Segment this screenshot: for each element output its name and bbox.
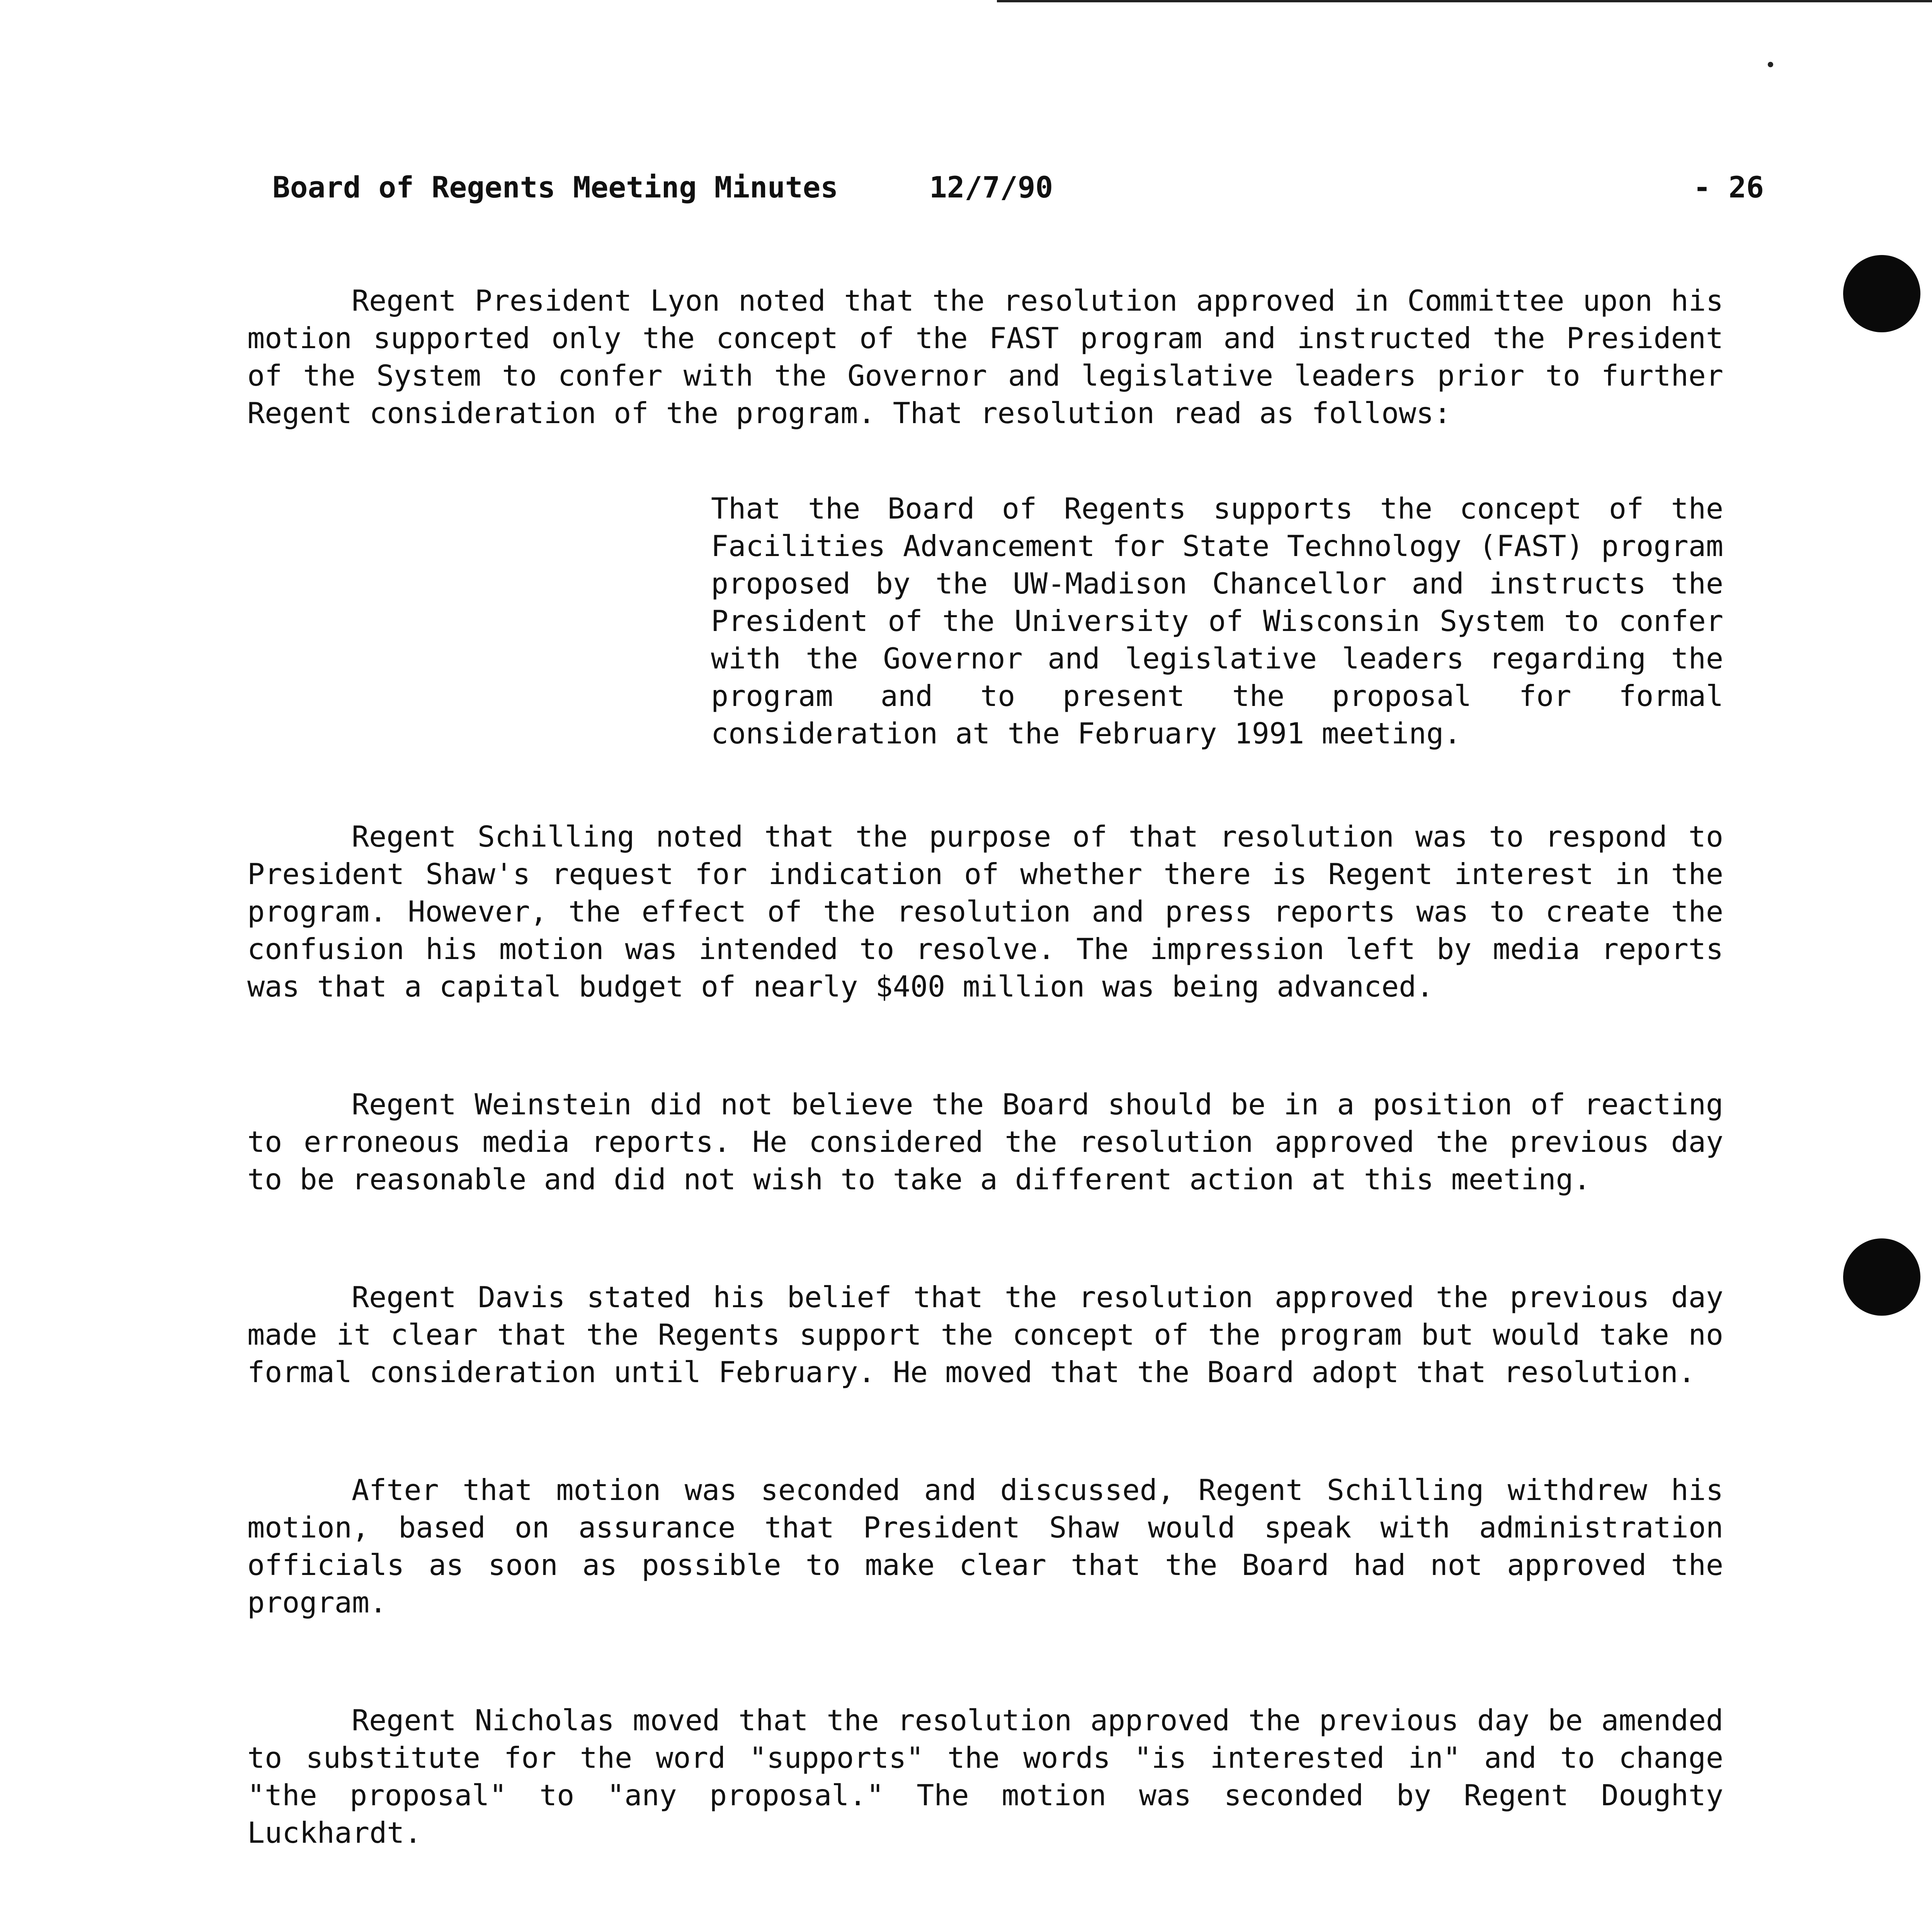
minutes-body	[247, 282, 1723, 1932]
paragraph-withdrawal: After that motion was seconded and discussed, Regent Schilling withdrew his motion, based on assurance that President Shaw would speak with administration officials as soon as possible to make clear that the Board had not approved the program.	[247, 1473, 1723, 1619]
page-number: - 26	[1693, 170, 1764, 204]
paragraph-nicholas-amendment: Regent Nicholas moved that the resolution approved the previous day be amended to substitute for the word "supports" the words "is interested in" and to change "the proposal" to "any proposal." The motion was seconded by Regent Doughty Luckhardt.	[247, 1703, 1723, 1850]
punch-hole-top	[1843, 255, 1920, 332]
quoted-resolution: That the Board of Regents supports the concept of the Facilities Advancement for State Technology (FAST) program proposed by the UW-Madison Chancellor and instructs the President of the University of Wisconsin System to confer with the Governor and legislative leaders regarding the program and to present the proposal for formal consideration at the February 1991 meeting.	[711, 492, 1723, 750]
top-edge-rule	[997, 0, 1932, 2]
paragraph-schilling: Regent Schilling noted that the purpose of that resolution was to respond to President Shaw's request for indication of whether there is Regent interest in the program. However, the effect of the resolution and press reports was to create the confusion his motion was intended to resolve. The impression left by media reports was that a capital budget of nearly $400 million was being advanced.	[247, 820, 1723, 1003]
paragraph-davis-motion: Regent Davis stated his belief that the resolution approved the previous day made it clear that the Regents support the concept of the program but would take no formal consideration until February. He moved that the Board adopt that resolution.	[247, 1280, 1723, 1389]
paragraph-lyon: Regent President Lyon noted that the resolution approved in Committee upon his motion supported only the concept of the FAST program and instructed the President of the System to confer with the Governor and legislative leaders prior to further Regent consideration of the program. That resolution read as follows:	[247, 284, 1723, 430]
page-header	[272, 166, 1764, 209]
punch-hole-middle	[1843, 1238, 1920, 1316]
document-title: Board of Regents Meeting Minutes	[272, 170, 838, 204]
scan-speck	[1768, 62, 1773, 67]
meeting-date: 12/7/90	[929, 170, 1053, 204]
paragraph-weinstein: Regent Weinstein did not believe the Board should be in a position of reacting to erroneous media reports. He considered the resolution approved the previous day to be reasonable and did not wish to take a different action at this meeting.	[247, 1087, 1723, 1196]
